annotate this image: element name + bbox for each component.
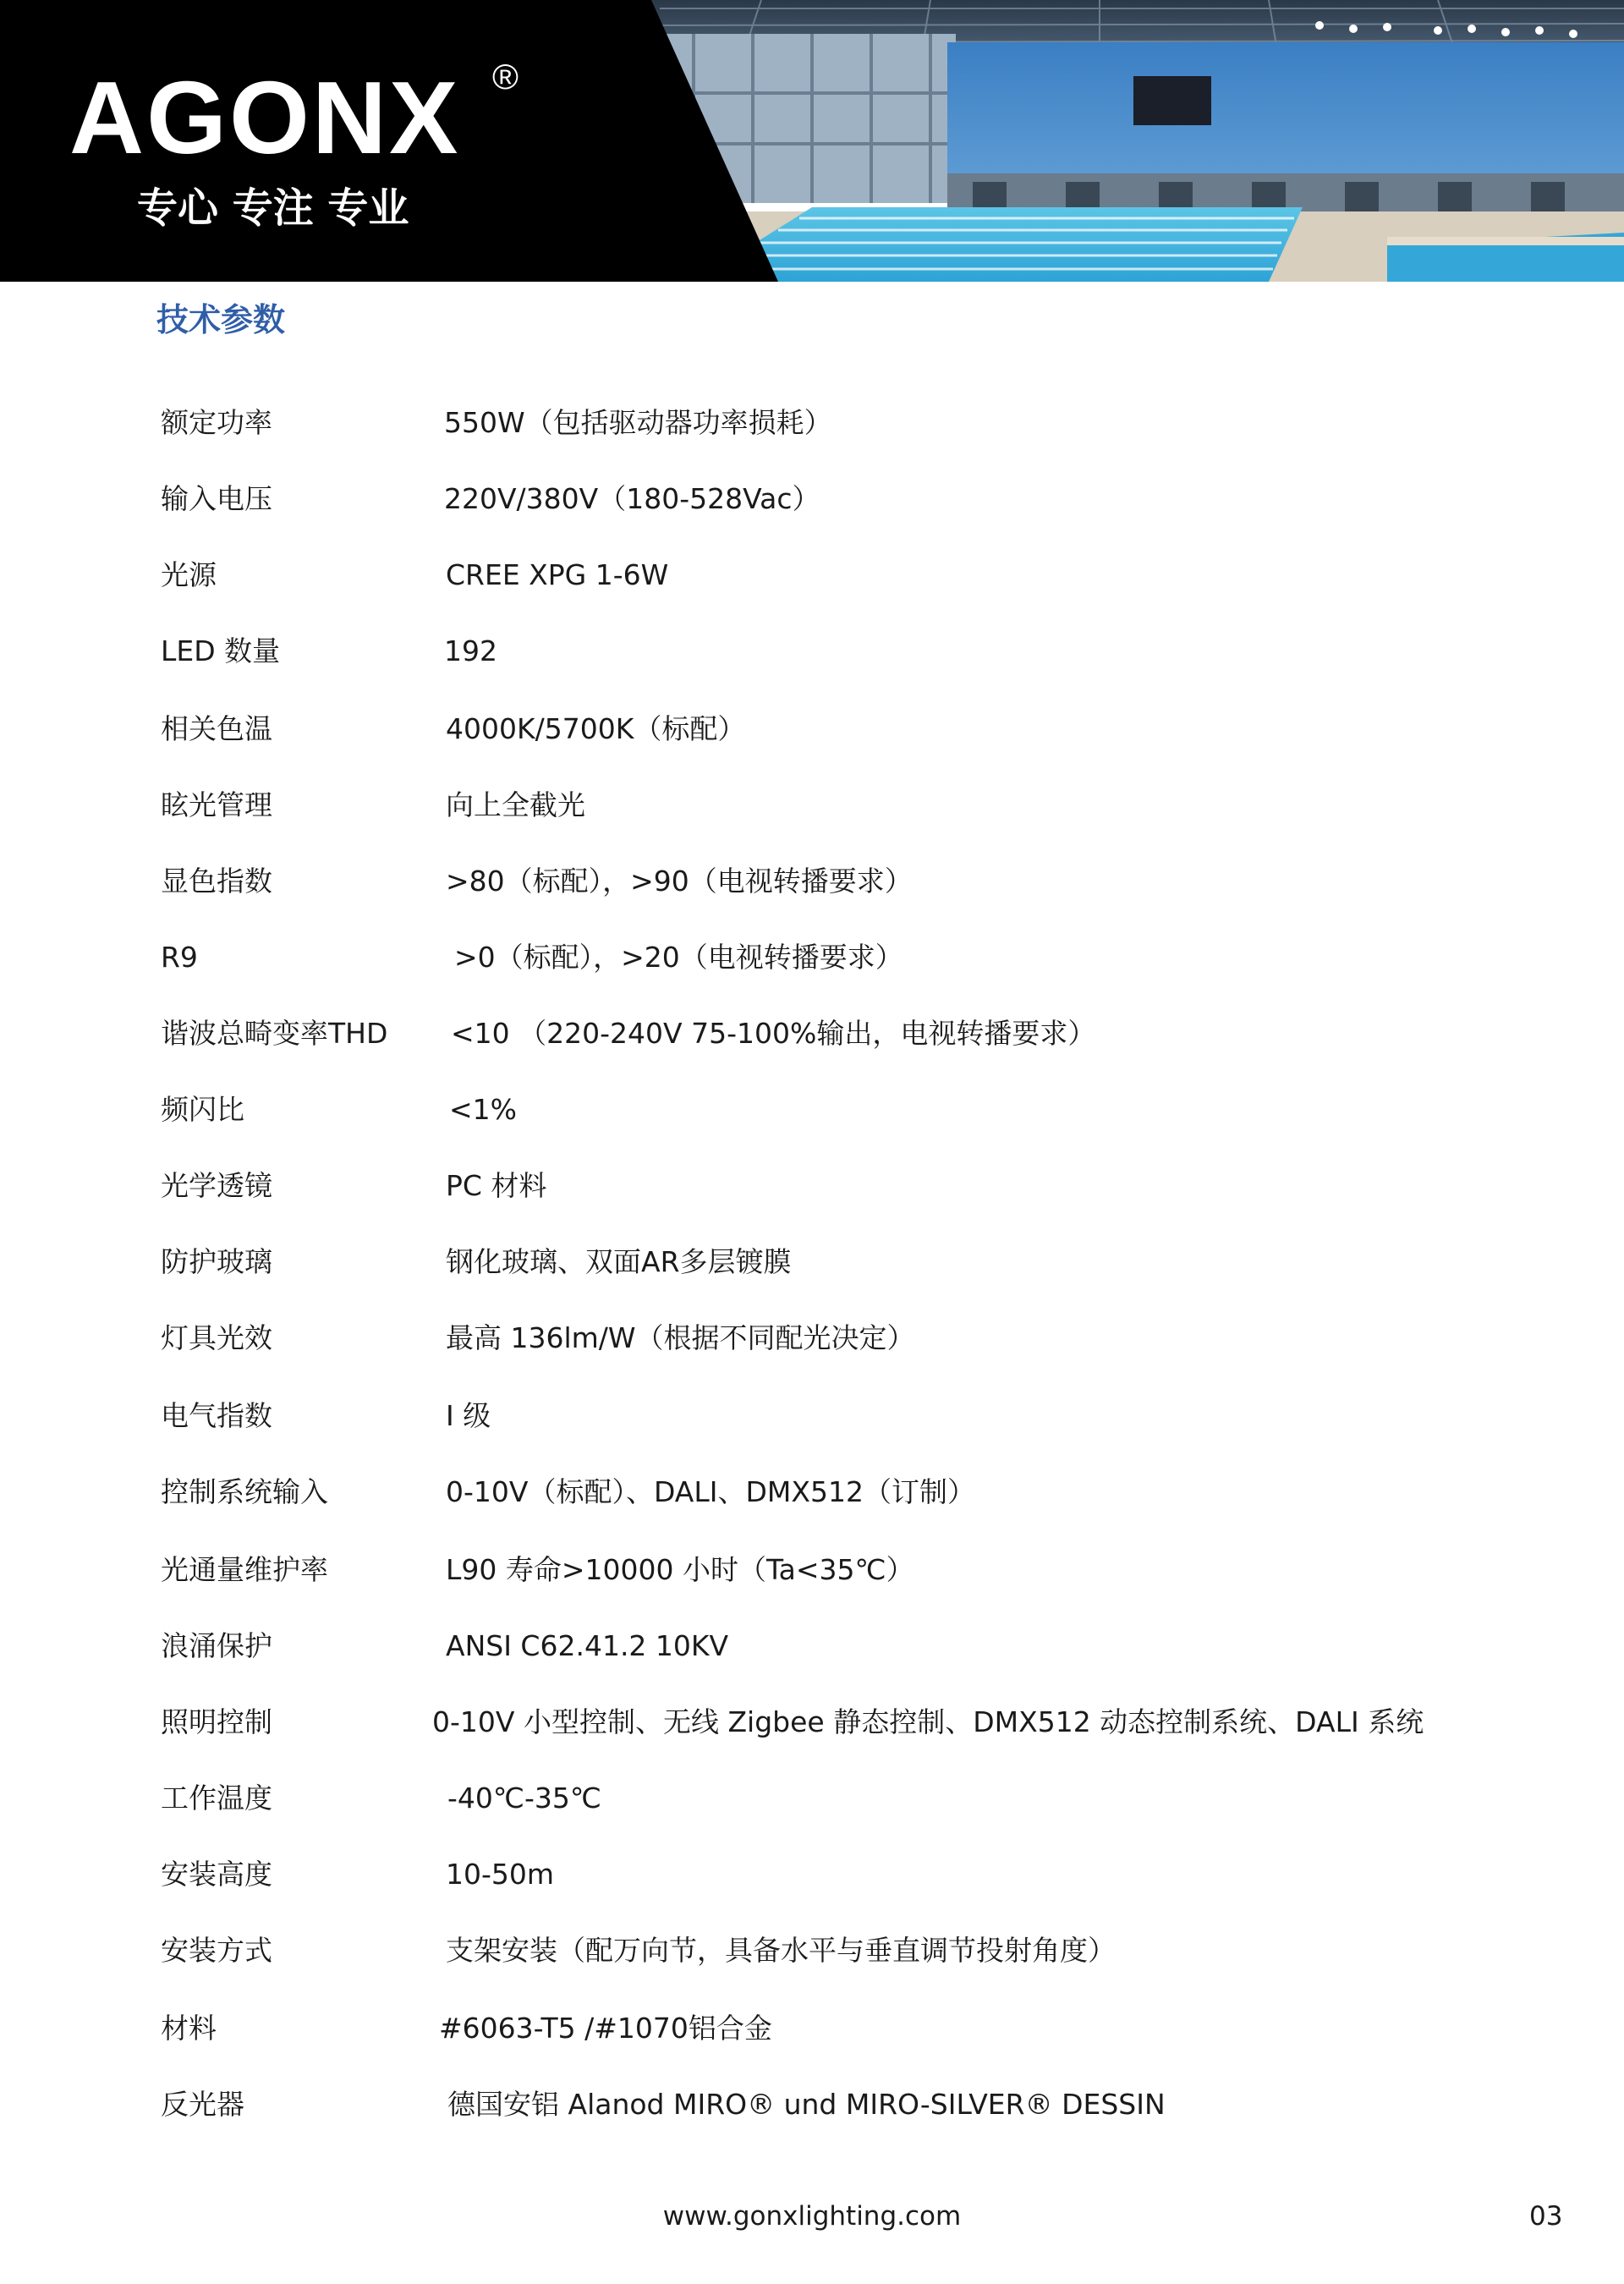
spec-value: 4000K/5700K（标配） [446, 712, 746, 745]
spec-label: 光源 [161, 558, 217, 591]
spec-label: 输入电压 [161, 482, 272, 515]
spec-value: -40℃-35℃ [447, 1782, 601, 1815]
spec-value: CREE XPG 1-6W [446, 558, 669, 591]
spec-value: 220V/380V（180-528Vac） [444, 482, 820, 515]
section-title: 技术参数 [156, 301, 286, 338]
spec-label: 安装方式 [161, 1934, 272, 1967]
spec-value: 最高 136lm/W（根据不同配光决定） [446, 1321, 915, 1354]
spec-row-light-source [0, 550, 1624, 601]
spec-label: 显色指数 [161, 865, 272, 898]
spec-value: <1% [449, 1093, 518, 1126]
brand-slogan: 专心 专注 专业 [137, 184, 409, 232]
spec-value: I 级 [446, 1399, 491, 1432]
spec-row-rated-power [0, 398, 1624, 448]
spec-label: 频闪比 [161, 1093, 244, 1126]
header-banner [0, 0, 1624, 282]
spec-value: 向上全截光 [446, 788, 585, 821]
spec-label: 光学透镜 [161, 1169, 272, 1202]
spec-value: 550W（包括驱动器功率损耗） [444, 406, 832, 439]
spec-value: 192 [444, 634, 497, 667]
spec-row-surge [0, 1621, 1624, 1672]
spec-row-mounting-height [0, 1849, 1624, 1900]
spec-row-lens [0, 1161, 1624, 1211]
spec-value: <10 （220-240V 75-100%输出，电视转播要求） [451, 1017, 1096, 1050]
spec-row-r9 [0, 932, 1624, 983]
spec-value: 0-10V 小型控制、无线 Zigbee 静态控制、DMX512 动态控制系统、DALI 系统 [432, 1705, 1424, 1738]
footer-website: www.gonxlighting.com [662, 2201, 962, 2232]
spec-row-cri [0, 856, 1624, 907]
spec-row-operating-temp [0, 1773, 1624, 1824]
spec-row-reflector [0, 2079, 1624, 2130]
spec-value: 0-10V（标配）、DALI、DMX512（订制） [446, 1475, 975, 1508]
spec-label: 浪涌保护 [161, 1629, 272, 1662]
spec-row-control-input [0, 1467, 1624, 1518]
spec-row-efficacy [0, 1313, 1624, 1364]
spec-row-flicker [0, 1084, 1624, 1135]
spec-value: >80（标配），>90（电视转播要求） [446, 865, 913, 898]
spec-label: 眩光管理 [161, 788, 272, 821]
spec-row-thd [0, 1008, 1624, 1059]
spec-value: >0（标配），>20（电视转播要求） [454, 941, 903, 974]
spec-row-input-voltage [0, 474, 1624, 524]
spec-value: ANSI C62.41.2 10KV [446, 1629, 729, 1662]
spec-label: 反光器 [161, 2088, 244, 2121]
spec-row-mounting-method [0, 1925, 1624, 1976]
spec-label: R9 [161, 941, 198, 974]
spec-value: PC 材料 [446, 1169, 547, 1202]
spec-label: 控制系统输入 [161, 1475, 328, 1508]
spec-label: 额定功率 [161, 406, 272, 439]
spec-value: 支架安装（配万向节，具备水平与垂直调节投射角度） [446, 1934, 1116, 1967]
spec-value: 德国安铝 Alanod MIRO® und MIRO-SILVER® DESSIN [447, 2088, 1166, 2121]
spec-label: 安装高度 [161, 1858, 272, 1891]
registered-mark: ® [492, 57, 518, 96]
spec-label: 灯具光效 [161, 1321, 272, 1354]
spec-label: 材料 [161, 2012, 217, 2045]
spec-label: 光通量维护率 [161, 1553, 328, 1586]
spec-label: 相关色温 [161, 712, 272, 745]
spec-row-led-count [0, 626, 1624, 677]
spec-row-glass [0, 1237, 1624, 1287]
brand-logo: AGONX [69, 60, 461, 175]
spec-value: 钢化玻璃、双面AR多层镀膜 [446, 1245, 792, 1278]
spec-value: 10-50m [446, 1858, 555, 1891]
spec-label: 谐波总畸变率THD [161, 1017, 388, 1050]
spec-row-electrical [0, 1391, 1624, 1441]
spec-row-cct [0, 704, 1624, 755]
spec-row-glare [0, 780, 1624, 831]
spec-label: 工作温度 [161, 1782, 272, 1815]
spec-label: 照明控制 [161, 1705, 272, 1738]
page-number: 03 [1529, 2201, 1563, 2232]
spec-value: #6063-T5 /#1070铝合金 [439, 2012, 772, 2045]
spec-label: LED 数量 [161, 634, 281, 667]
spec-row-lighting-control [0, 1697, 1624, 1748]
spec-row-material [0, 2003, 1624, 2054]
spec-row-lumen-maintenance [0, 1545, 1624, 1595]
spec-label: 电气指数 [161, 1399, 272, 1432]
spec-label: 防护玻璃 [161, 1245, 272, 1278]
spec-value: L90 寿命>10000 小时（Ta<35℃） [446, 1553, 914, 1586]
